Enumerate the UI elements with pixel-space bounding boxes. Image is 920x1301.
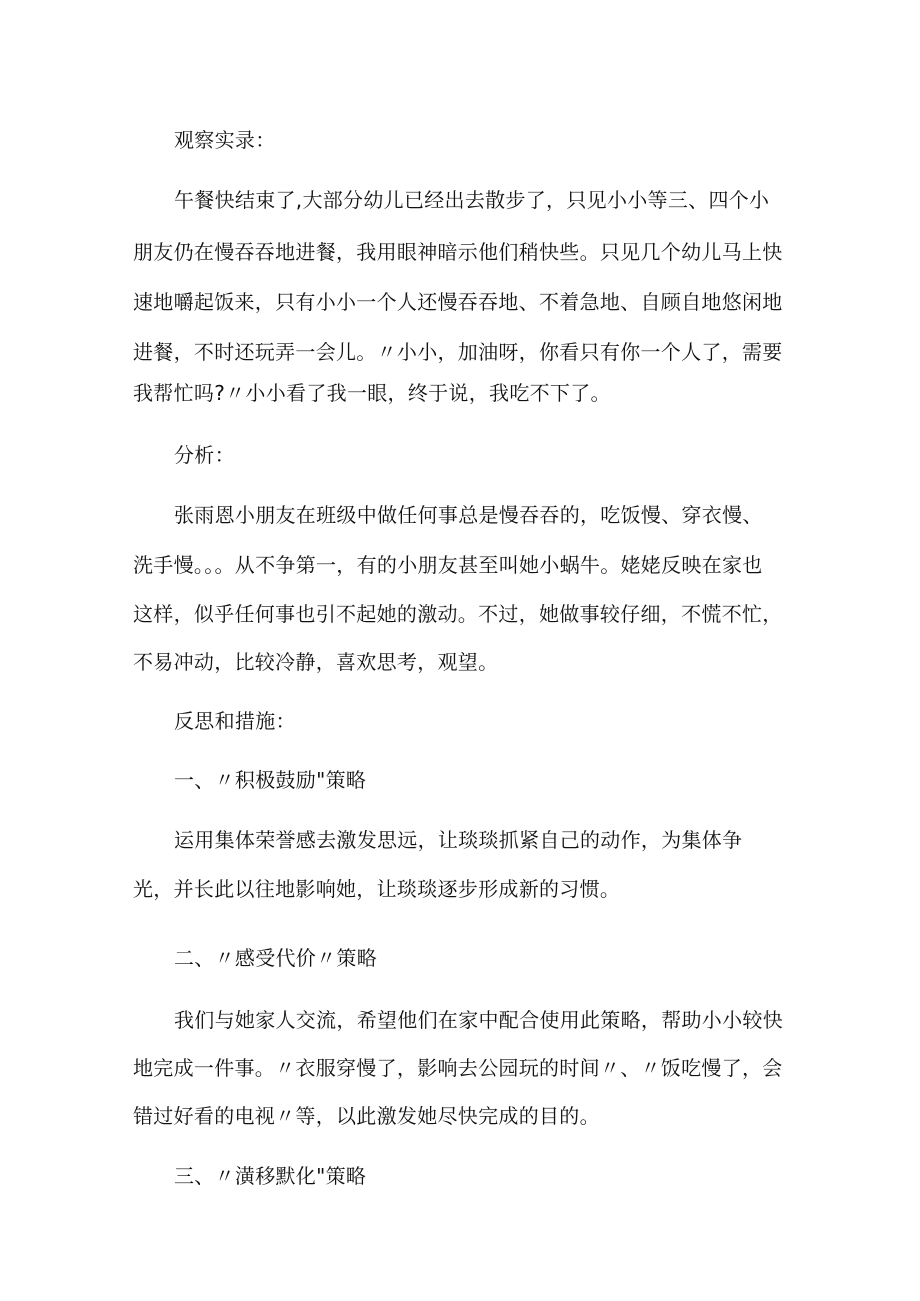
strategy2-line: 错过好看的电视〃等，以此激发她尽快完成的目的。 (133, 1104, 600, 1128)
strategy2-line: 我们与她家人交流，希望他们在家中配合使用此策略，帮助小小较快 (174, 1008, 783, 1032)
heading-observation: 观察实录： (174, 128, 276, 152)
heading-analysis: 分析： (174, 443, 235, 467)
strategy2-title: 二、〃感受代价〃策略 (174, 946, 377, 970)
heading-reflection: 反思和措施： (174, 709, 296, 733)
strategy1-title: 一、〃积极鼓励"策略 (174, 768, 367, 792)
strategy1-line: 运用集体荣誉感去激发思远，让琰琰抓紧自己的动作，为集体争 (174, 828, 743, 852)
analysis-line: 张雨恩小朋友在班级中做任何事总是慢吞吞的，吃饭慢、穿衣慢、 (174, 503, 763, 527)
observation-line: 午餐快结束了,大部分幼儿已经出去散步了，只见小小等三、四个小 (174, 188, 770, 212)
strategy3-title: 三、〃潢移默化"策略 (174, 1164, 367, 1188)
strategy1-line: 光，并长此以往地影响她，让琰琰逐步形成新的习惯。 (133, 877, 621, 901)
observation-line: 进餐，不时还玩弄一会儿。〃小小，加油呀，你看只有你一个人了，需要 (133, 340, 783, 364)
analysis-line: 这样，似乎任何事也引不起她的激动。不过，她做事较仔细，不慌不忙， (133, 602, 783, 626)
strategy2-line: 地完成一件事。〃衣服穿慢了，影响去公园玩的时间〃、〃饭吃慢了，会 (133, 1056, 783, 1080)
analysis-line: 不易冲动，比较冷静，喜欢思考，观望。 (133, 650, 499, 674)
analysis-line: 洗手慢。。。从不争第一，有的小朋友甚至叫她小蜗牛。姥姥反映在家也 (133, 553, 763, 577)
observation-line: 速地嚼起饭来，只有小小一个人还慢吞吞地、不着急地、自顾自地悠闲地 (133, 290, 783, 314)
observation-line: 朋友仍在慢吞吞地进餐，我用眼神暗示他们稍快些。只见几个幼儿马上快 (133, 240, 783, 264)
observation-line: 我帮忙吗?〃小小看了我一眼，终于说，我吃不下了。 (133, 381, 611, 405)
